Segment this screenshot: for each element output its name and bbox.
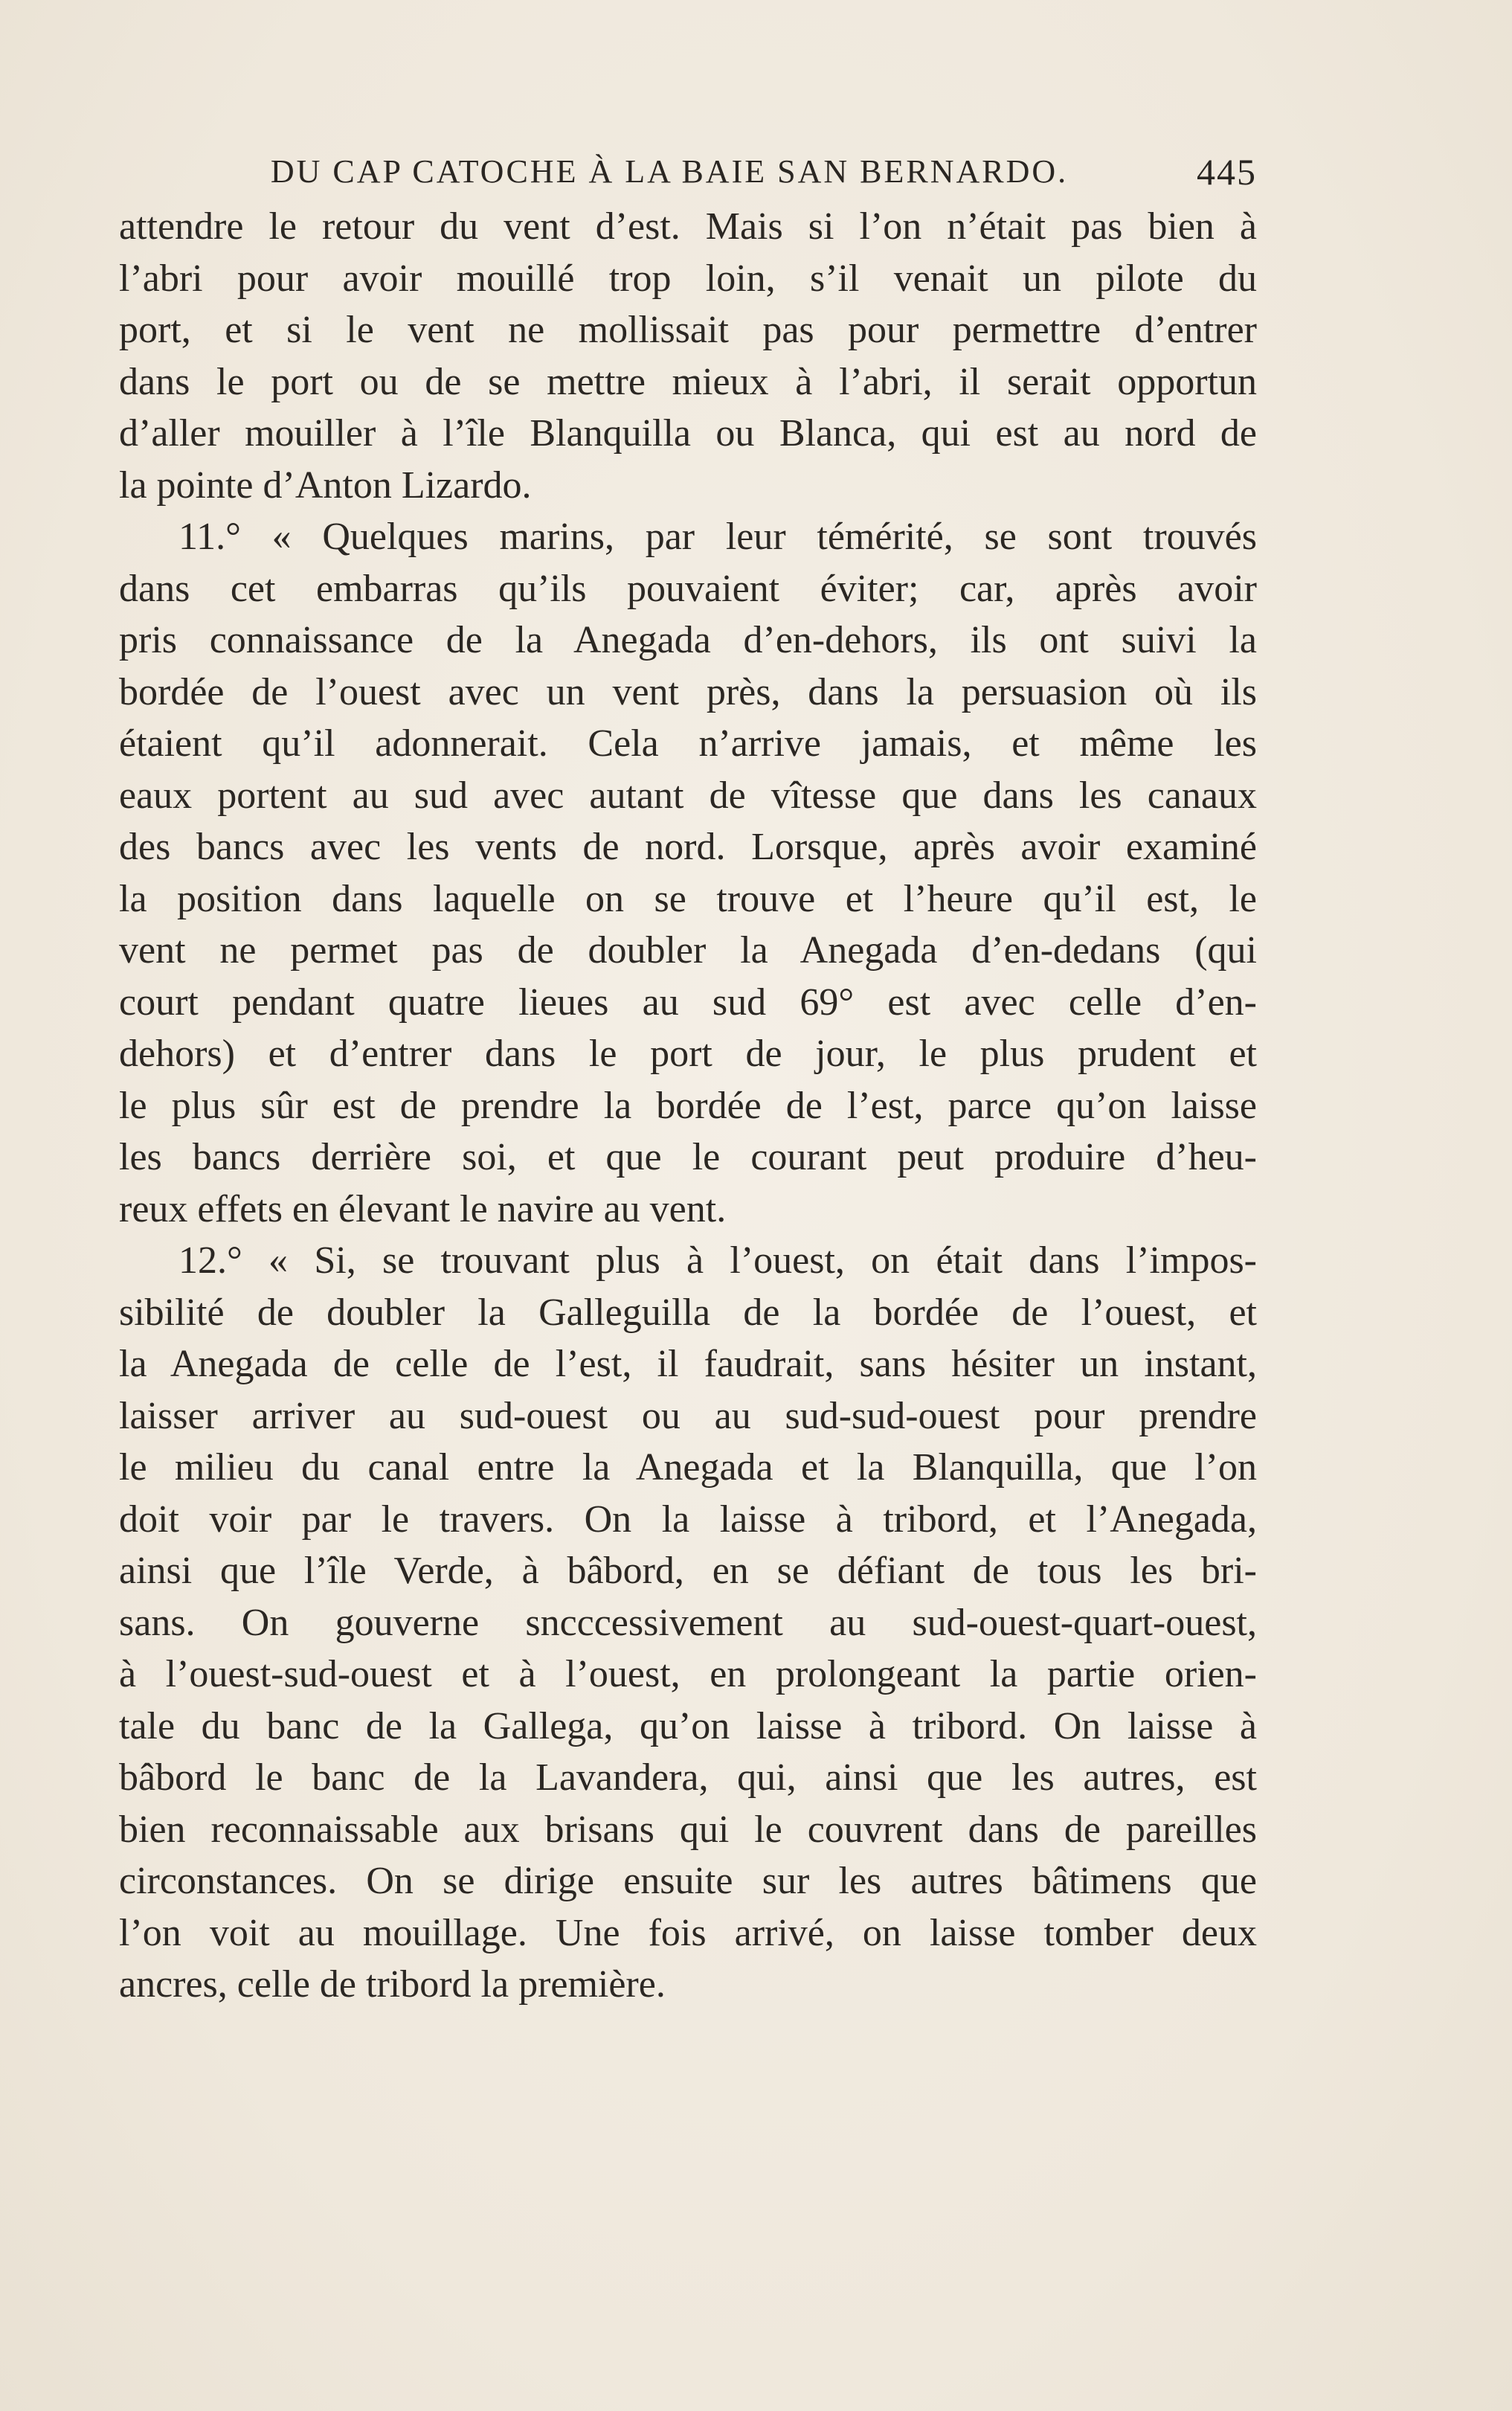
text-line: port, et si le vent ne mollissait pas pour permettre d’entrer — [119, 309, 1257, 351]
text-line: reux effets en élevant le navire au vent. — [119, 1187, 727, 1230]
text-line: laisser arriver au sud-ouest ou au sud-sud-ouest pour prendre — [119, 1394, 1257, 1437]
text-line: bordée de l’ouest avec un vent près, dans la persuasion où ils — [119, 670, 1257, 713]
text-line: ancres, celle de tribord la première. — [119, 1963, 666, 2006]
body-text — [119, 201, 1257, 2011]
text-line: l’abri pour avoir mouillé trop loin, s’il venait un pilote du — [119, 257, 1257, 300]
text-line: circonstances. On se dirige ensuite sur les autres bâtimens que — [119, 1860, 1257, 1902]
page-header — [119, 146, 1257, 198]
text-line: sans. On gouverne sncccessivement au sud-ouest-quart-ouest, — [119, 1601, 1257, 1644]
text-line: attendre le retour du vent d’est. Mais si l’on n’était pas bien à — [119, 205, 1257, 248]
text-line: dans le port ou de se mettre mieux à l’abri, il serait opportun — [119, 360, 1257, 403]
text-line: à l’ouest-sud-ouest et à l’ouest, en prolongeant la partie orien- — [119, 1653, 1257, 1695]
text-line: l’on voit au mouillage. Une fois arrivé, on laisse tomber deux — [119, 1911, 1257, 1954]
text-line: sibilité de doubler la Galleguilla de la bordée de l’ouest, et — [119, 1291, 1257, 1334]
text-line: dehors) et d’entrer dans le port de jour, le plus prudent et — [119, 1033, 1257, 1075]
text-line: tale du banc de la Gallega, qu’on laisse à tribord. On laisse à — [119, 1704, 1257, 1747]
text-line: le milieu du canal entre la Anegada et la Blanquilla, que l’on — [119, 1446, 1257, 1489]
text-line: dans cet embarras qu’ils pouvaient éviter; car, après avoir — [119, 567, 1257, 610]
text-line: vent ne permet pas de doubler la Anegada d’en-dedans (qui — [119, 929, 1257, 972]
text-line: ainsi que l’île Verde, à bâbord, en se défiant de tous les bri- — [119, 1550, 1257, 1592]
text-line: eaux portent au sud avec autant de vîtesse que dans les canaux — [119, 774, 1257, 817]
text-line: étaient qu’il adonnerait. Cela n’arrive jamais, et même les — [119, 722, 1257, 765]
text-line: 12.° « Si, se trouvant plus à l’ouest, on était dans l’impos- — [178, 1239, 1257, 1282]
page-number: 445 — [1197, 151, 1257, 193]
running-title: DU CAP CATOCHE À LA BAIE SAN BERNARDO. — [270, 153, 1069, 190]
text-line: les bancs derrière soi, et que le courant peut produire d’heu- — [119, 1136, 1257, 1178]
text-line: d’aller mouiller à l’île Blanquilla ou Blanca, qui est au nord de — [119, 412, 1257, 455]
text-line: bâbord le banc de la Lavandera, qui, ainsi que les autres, est — [119, 1756, 1257, 1799]
text-line: des bancs avec les vents de nord. Lorsque, après avoir examiné — [119, 826, 1257, 868]
text-line: la position dans laquelle on se trouve et l’heure qu’il est, le — [119, 877, 1257, 920]
text-line: la Anegada de celle de l’est, il faudrait, sans hésiter un instant, — [119, 1343, 1257, 1385]
text-line: la pointe d’Anton Lizardo. — [119, 463, 532, 507]
text-line: 11.° « Quelques marins, par leur témérité, se sont trouvés — [178, 516, 1257, 558]
text-line: pris connaissance de la Anegada d’en-dehors, ils ont suivi la — [119, 619, 1257, 661]
text-line: court pendant quatre lieues au sud 69° est avec celle d’en- — [119, 980, 1257, 1024]
text-line: bien reconnaissable aux brisans qui le couvrent dans de pareilles — [119, 1808, 1257, 1851]
text-line: doit voir par le travers. On la laisse à tribord, et l’Anegada, — [119, 1497, 1257, 1541]
text-line: le plus sûr est de prendre la bordée de l’est, parce qu’on laisse — [119, 1084, 1257, 1127]
